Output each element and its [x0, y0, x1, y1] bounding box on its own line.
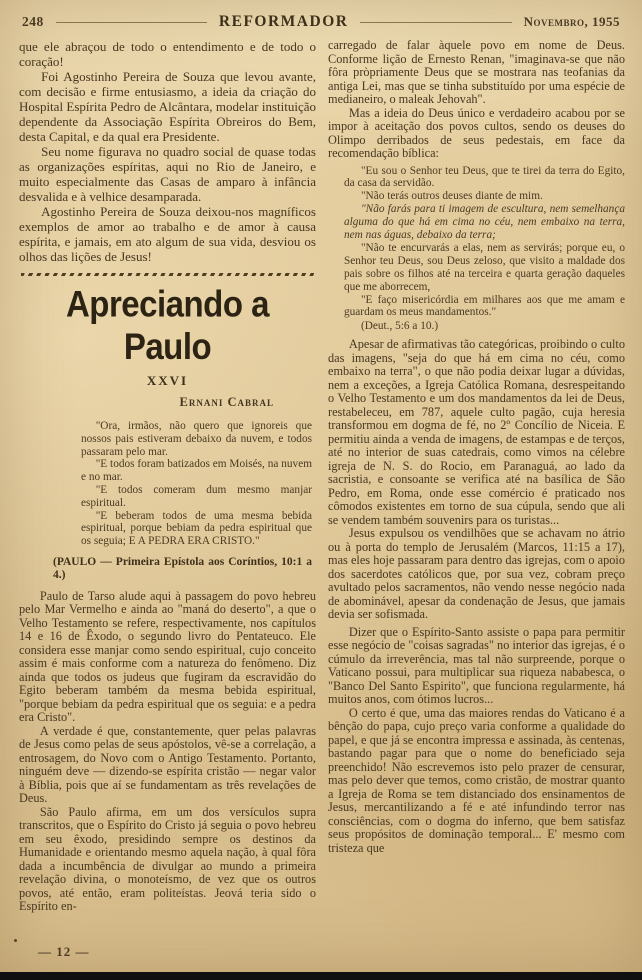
paragraph: carregado de falar àquele povo em nome de Deus. Conforme lição de Ernesto Renan, "imaginava-se que não fôra pròpriamente Deus que se mostrara nas teofanias da antiga Lei, mas que se tinha substituído por uma espécie de medianeiro, o maleak Jehovah". — [328, 38, 625, 106]
paragraph: Jesus expulsou os vendilhões que se achavam no átrio ou à porta do templo de Jerusalém (Marcos, 11:15 a 17), mas eles hoje passaram para dentro das igrejas, com o apoio dos sacerdotes católicos que, por sua vez, cobram preço avultado pelos sacramentos, não vendo nesse negócio nada de abominável, apesar da condenação de Jesus, que jamais devia ser sofismada. — [328, 526, 625, 622]
paragraph: Paulo de Tarso alude aqui à passagem do povo hebreu pelo Mar Vermelho e ainda ao "maná do deserto", a que o Velho Testamento se refere, respectivamente, nos capítulos 14 e 16 de Êxodo, o segundo livro do Pentateuco. Ele considera esse manjar como sendo espiritual, cujo conceito assim é mais conforme com a natureza do fenômeno. Diz ainda que todos os judeus que fugiram da escravidão do Egito beberam também da mesma bebida espiritual, "porque bebiam da pedra espiritual que os seguia: e a pedra era Cristo". — [19, 588, 316, 725]
article-apreciando-a-paulo — [19, 283, 316, 914]
bible-verse: "Não te encurvarás a elas, nem as servirás; porque eu, o Senhor teu Deus, sou Deus zeloso, que visito a maldade dos pais sobre os filhos até na terceira e quarta geração daqueles que me aborrecem, — [344, 241, 625, 293]
header-rule-right — [360, 22, 511, 23]
page-number: 248 — [22, 14, 44, 29]
article-body — [19, 590, 316, 914]
bible-quote-citation: (Deut., 5:6 a 10.) — [360, 320, 439, 333]
bible-quote-block — [344, 165, 625, 334]
paragraph: Mas a ideia do Deus único e verdadeiro acabou por se impor à aceitação dos povos cultos, sendo os deuses do Olimpo derribados de seus pedestais, em face da recomendação bíblica: — [328, 105, 625, 160]
epigraph-verse: "E todos comeram dum mesmo manjar espiritual. — [81, 483, 312, 509]
epigraph-verse: "E beberam todos de uma mesma bebida espiritual, porque bebiam da pedra espiritual que os seguia; E A PEDRA ERA CRISTO." — [81, 509, 312, 548]
article-title: Apreciando a Paulo — [65, 283, 270, 367]
article-author: Ernani Cabral — [179, 395, 274, 409]
paper-speck — [14, 939, 17, 942]
epigraph-verse: "E todos foram batizados em Moisés, na nuvem e no mar. — [81, 458, 312, 484]
two-column-body — [0, 31, 642, 914]
paragraph: Agostinho Pereira de Souza deixou-nos magníficos exemplos de amor ao trabalho e de amor à causa espírita, e jamais, em ato algum de sua vida, desviou os olhos das lições de Jesus! — [19, 204, 316, 264]
paragraph: Dizer que o Espírito-Santo assiste o papa para permitir esse negócio de "coisas sagradas" no interior das igrejas, é o cúmulo da irreverência, mas tal não surpreende, porque o Vaticano possui, para multiplicar sua riqueza nababesca, o "Banco Del Santo Espirito", que funciona regularmente, há muitos anos, com ótimos lucros... — [328, 624, 625, 707]
bible-verse: "Não terás outros deuses diante de mim. — [360, 190, 543, 203]
left-column — [19, 39, 316, 914]
paragraph: Apesar de afirmativas tão categóricas, proibindo o culto das imagens, "seja do que há em cima no céu, como embaixo na terra", o que não podia deixar lugar a dúvidas, nem a exceções, a Igreja Católica Romana, desrespeitando o Velho Testamento e um dos mandamentos da lei de Deus, restabeleceu, em 787, aquele culto pagão, cuja heresia transformou em dogma de fé, no 2º Concílio de Niceia. E permitiu ainda a venda de imagens, de estampas e de terços, até no interior de suas catedrais, como vimos na célebre igreja de N. S. do Rocio, em Paranaguá, ao lado da sacristia, e consoante se verifica até na basílica de São Pedro, em Roma, onde esse comércio é praticado nos cômodos existentes em torno de sua cúpula, sendo que ali se vendem também souvenirs para os turistas... — [328, 337, 625, 527]
folio-page-number: — 12 — — [38, 944, 90, 959]
epigraph-quote — [81, 420, 312, 548]
closing-article — [19, 39, 316, 264]
header-rule-left — [56, 22, 207, 23]
paragraph: Seu nome figurava no quadro social de quase todas as organizações espíritas, aqui no Rio de Janeiro, e muito especialmente das Casas de amparo à infância desvalida e à velhice desamparada. — [19, 144, 316, 204]
bible-verse: "Não farás para ti imagem de escultura, nem semelhança alguma do que há em cima no céu, nem embaixo na terra, nem nas águas, debaixo da terra; — [344, 203, 625, 242]
paragraph: que ele abraçou de todo o entendimento e de todo o coração! — [19, 39, 316, 69]
paragraph: O certo é que, uma das maiores rendas do Vaticano é a bênção do papa, cujo preço varia conforme a qualidade do papel, e que já se encontra impressa e assinada, às centenas, bastando pagar para que o nome do beneficiado seja preenchido! Não escrevemos isto pelo prazer de censurar, mas pelo dever que temos, como cristão, de mostrar quanto a Igreja de Roma se tem distanciado dos ensinamentos de Jesus, mercantilizando a fé e até infundindo terror nas consciências, com o dogma do inferno, que bem satisfaz seus propósitos de dominação temporal... E' mesmo com tristeza que — [328, 705, 625, 855]
masthead-title: REFORMADOR — [218, 13, 349, 30]
epigraph-source: (PAULO — Primeira Epístola aos Coríntios, 10:1 a 4.) — [53, 555, 312, 581]
epigraph-verse: "Ora, irmãos, não quero que ignoreis que nossos pais estiveram debaixo da nuvem, e todos passaram pelo mar. — [81, 420, 312, 458]
issue-date: Novembro, 1955 — [523, 14, 621, 29]
paragraph: A verdade é que, constantemente, quer pelas palavras de Jesus como pelas de seus apóstolos, vê-se a correlação, a entrosagem, do Novo com o Antigo Testamento. Portanto, ninguém deve — dizendo-se espírita cristão — negar valor à Bíblia, pois que aí se fundamentam as três revelações de Deus. — [19, 723, 316, 806]
article-divider-ornament — [21, 273, 314, 276]
bible-verse: "E faço misericórdia em milhares aos que me amam e guardam os meus mandamentos." — [344, 293, 625, 319]
right-column — [328, 39, 625, 914]
paragraph: São Paulo afirma, em um dos versículos supra transcritos, que o Espírito do Cristo já seguia o povo hebreu em seu êxodo, presidindo sempre os destinos da Humanidade e orientando mesmo aquela nação, à qual fôra dada a incumbência de divulgar ao mundo a primeira revelação divina, o monoteísmo, de vez que os outros povos, até então, eram politeístas. Jeová teria sido o Espírito en- — [19, 804, 316, 914]
paragraph: Foi Agostinho Pereira de Souza que levou avante, com decisão e firme entusiasmo, a ideia da criação do Hospital Espírita Pedro de Alcântara, modelar instituição dependente da Associação Espírita Obreiros do Bem, desta Capital, e da qual era Presidente. — [19, 69, 316, 144]
article-chapter-number: XXVI — [146, 373, 189, 388]
bible-verse: "Eu sou o Senhor teu Deus, que te tirei da terra do Egito, da casa da servidão. — [344, 164, 625, 190]
running-head — [0, 0, 642, 31]
